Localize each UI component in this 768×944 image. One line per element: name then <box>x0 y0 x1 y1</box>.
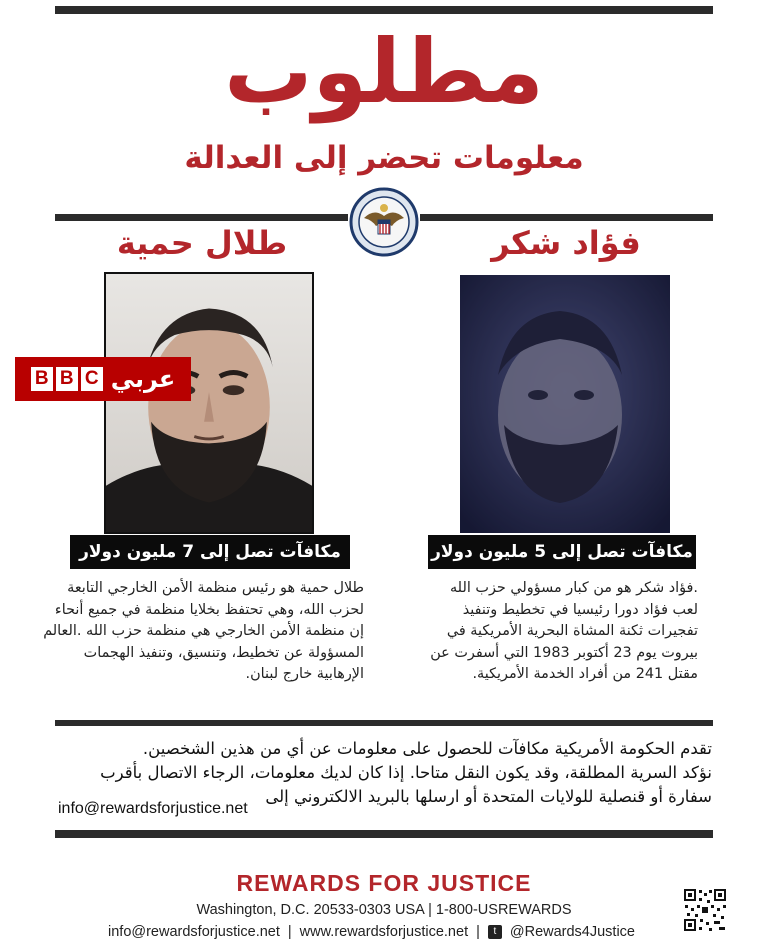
bottom-rule <box>55 830 713 838</box>
bio-fuad-shukr <box>430 578 698 686</box>
contact-line-2 <box>108 924 688 940</box>
bbc-letter: C <box>81 367 103 391</box>
bio-line: بيروت يوم 23 أكتوبر 1983 التي أسفرت عن <box>430 644 698 661</box>
poster-subtitle: معلومات تحضر إلى العدالة <box>184 140 584 176</box>
twitter-icon: t <box>488 925 502 939</box>
state-department-seal-icon <box>348 186 420 258</box>
notice-line: سفارة أو قنصلية للولايات المتحدة أو ارسلها بالبريد الالكتروني إلى <box>265 787 712 806</box>
bio-line: .فؤاد شكر هو من كبار مسؤولي حزب الله <box>449 580 698 596</box>
bio-talal-hamiyah <box>43 578 364 686</box>
suspect-name-fuad-shukr: فؤاد شكر <box>491 224 641 262</box>
suspect-photo-fuad-shukr <box>460 275 670 533</box>
bbc-letter: B <box>56 367 78 391</box>
bio-line: تفجيرات ثكنة المشاة البحرية الأمريكية في <box>446 623 698 639</box>
bbc-letters <box>31 367 103 391</box>
notice-email-link[interactable]: info@rewardsforjustice.net <box>58 800 248 817</box>
bbc-letter: B <box>31 367 53 391</box>
top-rule <box>55 6 713 14</box>
phone-number[interactable]: 1-800-USREWARDS <box>435 902 572 918</box>
address: Washington, D.C. 20533-0303 USA <box>196 902 425 918</box>
bio-line: إن منظمة الأمن الخارجي هي منظمة حزب الله .العالم <box>43 623 364 639</box>
website-link[interactable]: www.rewardsforjustice.net <box>299 924 469 940</box>
separator: | <box>476 924 480 940</box>
bio-line: طلال حمية هو رئيس منظمة الأمن الخارجي التابعة <box>67 580 364 596</box>
bio-line: لحزب الله، وهي تحتفظ بخلايا منظمة في جميع أنحاء <box>54 601 364 618</box>
separator: | <box>428 902 432 918</box>
notice-line: تقدم الحكومة الأمريكية مكافآت للحصول على معلومات عن أي من هذين الشخصين. <box>142 739 712 758</box>
separator: | <box>287 924 292 940</box>
bbc-arabic-word: عربي <box>110 365 176 393</box>
program-name: REWARDS FOR JUSTICE <box>236 870 532 896</box>
bio-line: المسؤولة عن تخطيط، وتنسيق، وتنفيذ الهجمات <box>83 644 364 661</box>
qr-code-icon[interactable] <box>683 888 727 932</box>
twitter-handle[interactable]: @Rewards4Justice <box>509 924 636 940</box>
contact-line-1 <box>0 902 768 918</box>
poster-title: مطلوب <box>224 20 544 123</box>
bio-line: مقتل 241 من أفراد الخدمة الأمريكية. <box>472 666 698 682</box>
reward-notice <box>46 737 712 809</box>
bbc-arabic-logo <box>15 357 191 401</box>
bio-line: لعب فؤاد دورا رئيسيا في تخطيط وتنفيذ <box>462 601 698 618</box>
suspect-photo-talal-hamiyah <box>104 272 314 534</box>
reward-banner-talal-hamiyah: مكافآت تصل إلى 7 مليون دولار <box>70 535 350 569</box>
footer-email-link[interactable]: info@rewardsforjustice.net <box>108 924 280 940</box>
reward-banner-fuad-shukr: مكافآت تصل إلى 5 مليون دولار <box>428 535 696 569</box>
lower-rule <box>55 720 713 726</box>
suspect-name-talal-hamiyah: طلال حمية <box>116 224 288 262</box>
bio-line: الإرهابية خارج لبنان. <box>245 666 364 682</box>
notice-line: نؤكد السرية المطلقة، وقد يكون النقل متاحا. إذا كان لديك معلومات، الرجاء الاتصال بأقرب <box>100 763 712 782</box>
